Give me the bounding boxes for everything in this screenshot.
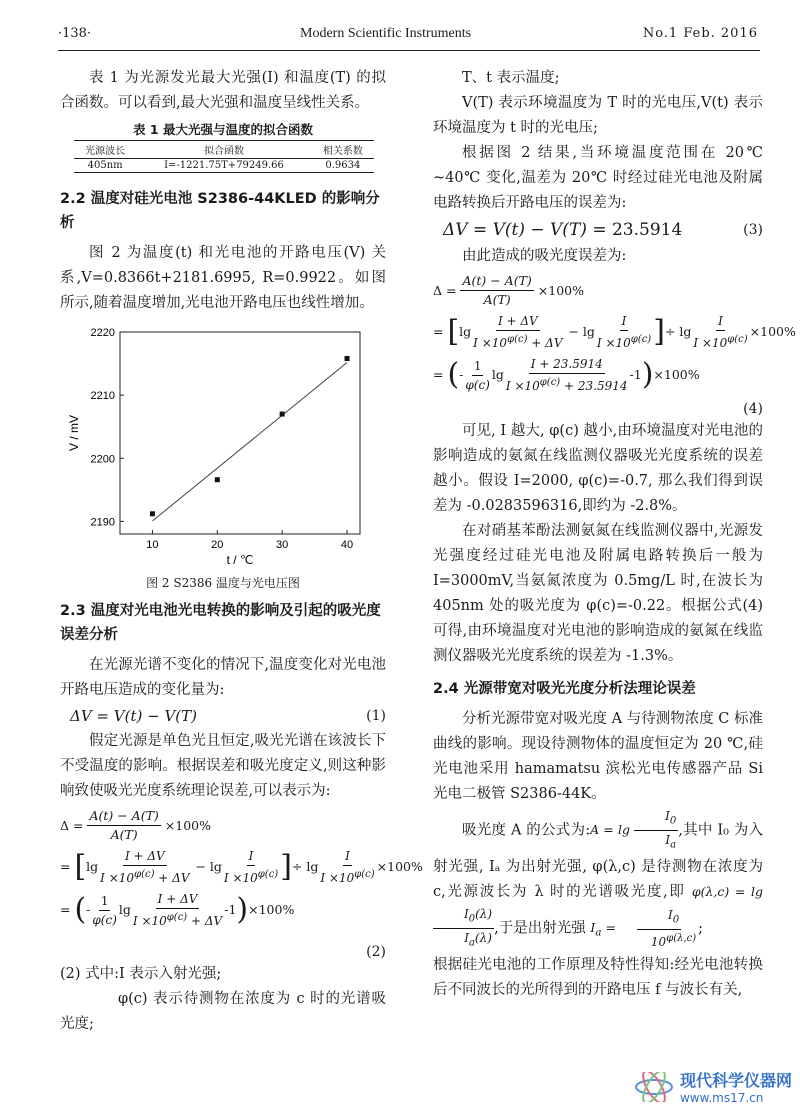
watermark	[634, 1068, 792, 1105]
paragraph: V(T) 表示环境温度为 T 时的光电压,V(t) 表示环境温度为 t 时的光电压;	[433, 95, 763, 136]
paragraph: 在对硝基苯酚法测氨氮在线监测仪器中,光源发光强度经过硅光电池及附属电路转换后一般为 I=3000mV,当氨氮浓度为 0.5mg/L 时,在波长为 405nm 处的吸光度为 φ(c)=-0.22。根据公式(4) 可得,由环境温度对光电池的影响造成的氨氮在线监测仪器吸光光度系统的误差为 -1.3%。	[433, 523, 763, 664]
equation-number: (3)	[743, 222, 763, 238]
data-point	[215, 477, 220, 482]
plot-frame	[120, 332, 360, 534]
y-tick-label: 2210	[90, 390, 115, 403]
data-point	[280, 412, 285, 417]
paragraph: 假定光源是单色光且恒定,吸光光谱在该波长下不受温度的影响。根据误差和吸光度定义,则这种影响致使吸光光度系统理论误差,可以表示为:	[60, 733, 386, 799]
table-header: 光源波长	[74, 141, 136, 159]
table-header: 相关系数	[312, 141, 374, 159]
text-span: ,其中 I₀ 为入射光强, Iₐ 为出射光强, φ(λ,c) 是待测物在浓度为 c,光源波长为 λ 时的光谱吸光度,即	[433, 822, 763, 900]
equation-1: ΔV = V(t) − V(T) (1)	[70, 707, 386, 725]
phi-formula: φ(λ,c) = lg $\frac{I_0(\lambda)}{I_a(\lambda)}$	[433, 884, 763, 935]
paragraph: 表 1 为光源发光最大光强(I) 和温度(T) 的拟合函数。可以看到,最大光强和温度呈线性关系。	[60, 70, 386, 111]
right-column	[433, 66, 796, 1003]
equation-3: ΔV = V(t) − V(T) = 23.5914 (3)	[443, 220, 763, 240]
equation-number: (1)	[366, 708, 386, 724]
watermark-title: 现代科学仪器网	[679, 1071, 792, 1090]
fit-table	[74, 140, 374, 173]
equation-2: Δ = $\frac{A(t) - A(T)}{A(T)}$ ×100% = [ lg $\frac{I + \Delta V}{I \times 10^{\varphi(c)} + \Delta V}$ − lg $\frac{I}{I \times 10^{\varphi(c)}}$ ] ÷ lg $\frac{I}{I \times 10^{\varphi(c)}}$ ×100% = ( - $\frac{1}{\varphi(c)}$ lg $\frac{I + \Delta V}{I \times 10^{\varphi(c)} + \Delta V}$ -1 ) ×100%	[60, 808, 423, 928]
fit-line	[152, 363, 347, 521]
paragraph: φ(c) 表示待测物在浓度为 c 时的光谱吸光度;	[60, 991, 386, 1032]
figure-caption: 图 2 S2386 温度与光电压图	[146, 576, 300, 590]
table-cell: I=-1221.75T+79249.66	[136, 159, 311, 173]
paragraph: 可见, I 越大, φ(c) 越小,由环境温度对光电池的影响造成的氨氮在线监测仪器吸光光度系统的误差越小。假设 I=2000, φ(c)=-0.7, 那么我们得到误差为 -0.0283596316,即约为 -2.8%。	[433, 423, 763, 514]
paragraph: 根据硅光电池的工作原理及特性得知:经光电池转换后不同波长的光所得到的开路电压 f 与波长有关,	[433, 956, 763, 998]
equation-4: Δ = $\frac{A(t) - A(T)}{A(T)}$ ×100% = [ lg $\frac{I + \Delta V}{I \times 10^{\varphi(c)} + \Delta V}$ − lg $\frac{I}{I \times 10^{\varphi(c)}}$ ] ÷ lg $\frac{I}{I \times 10^{\varphi(c)}}$ ×100% = ( - $\frac{1}{\varphi(c)}$ lg $\frac{I + 23.5914}{I \times 10^{\varphi(c)} + 23.5914}$ -1 ) ×100%	[433, 273, 796, 393]
paragraph: 由此造成的吸光度误差为:	[462, 248, 627, 264]
temperature-voltage-chart	[60, 320, 386, 572]
x-tick-label: 30	[276, 539, 289, 551]
equation-number: (2)	[366, 944, 386, 960]
x-tick-label: 40	[340, 539, 354, 551]
section-heading: 2.3 温度对光电池光电转换的影响及引起的吸光度误差分析	[60, 603, 381, 643]
paragraph: T、t 表示温度;	[462, 70, 560, 86]
y-axis-label: V / mV	[67, 414, 81, 452]
text-span: ,于是出射光强	[494, 920, 586, 937]
paragraph: 分析光源带宽对吸光度 A 与待测物浓度 C 标准曲线的影响。现设待测物体的温度恒定为 20 ℃,硅光电池采用 hamamatsu 滨松光电传感器产品 Si 光电二极管 S2386-44K。	[433, 711, 764, 802]
left-column	[60, 66, 423, 1037]
y-tick-label: 2190	[90, 516, 115, 529]
header-rule	[58, 50, 760, 51]
y-tick-label: 2220	[90, 327, 115, 339]
x-tick-label: 10	[146, 539, 159, 551]
table-title: 表 1 最大光强与温度的拟合函数	[133, 122, 313, 137]
eq3-value: 23.5914	[611, 220, 683, 240]
equation-number: (4)	[743, 401, 763, 417]
x-axis-label: t / ℃	[226, 553, 254, 567]
x-tick-label: 20	[211, 539, 224, 551]
output-intensity-formula: $I_a$ = $\frac{I_0}{10^{\varphi(\lambda,c)}}$	[590, 907, 697, 950]
section-heading: 2.4 光源带宽对吸光光度分析法理论误差	[433, 681, 696, 697]
paragraph: 根据图 2 结果,当环境温度范围在 20℃ ~40℃ 变化,温差为 20℃ 时经过硅光电池及附属电路转换后开路电压的误差为:	[433, 145, 763, 211]
data-point	[150, 511, 155, 516]
journal-name: Modern Scientific Instruments	[300, 26, 472, 41]
y-tick-label: 2200	[90, 453, 115, 466]
text-span: 吸光度 A 的公式为:	[462, 822, 591, 839]
table-cell: 0.9634	[312, 159, 374, 173]
issue-info: No.1 Feb. 2016	[642, 26, 758, 41]
data-point	[345, 356, 350, 361]
paragraph: (2) 式中:I 表示入射光强;	[60, 966, 222, 982]
table-header: 拟合函数	[136, 141, 311, 159]
section-heading: 2.2 温度对硅光电池 S2386-44KLED 的影响分析	[60, 191, 380, 231]
absorbance-formula: A = lg $\frac{I_0}{I_a}$	[590, 809, 677, 851]
paragraph: 在光源光谱不变化的情况下,温度变化对光电池开路电压造成的变化量为:	[60, 657, 386, 698]
table-cell: 405nm	[74, 159, 136, 173]
paragraph: 图 2 为温度(t) 和光电池的开路电压(V) 关系,V=0.8366t+2181.6995, R=0.9922。如图所示,随着温度增加,光电池开路电压也线性增加。	[60, 245, 386, 311]
page-number: ·138·	[58, 26, 92, 41]
watermark-url: www.ms17.cn	[679, 1091, 764, 1105]
watermark-logo-icon	[634, 1072, 674, 1102]
paragraph: 吸光度 A 的公式为:A = lg $\frac{I_0}{I_a}$ ,其中 I₀ 为入射光强, Iₐ 为出射光强, φ(λ,c) 是待测物在浓度为 c,光源波长为 λ 时的光谱吸光度,即 φ(λ,c) = lg $\frac{I_0(\lambda)}{I_a(\lambda)}$ ,于是出射光强 $I_a$ = $\frac{I_0}{10^{\varphi(\lambda,c)}}$ ;	[433, 809, 763, 950]
